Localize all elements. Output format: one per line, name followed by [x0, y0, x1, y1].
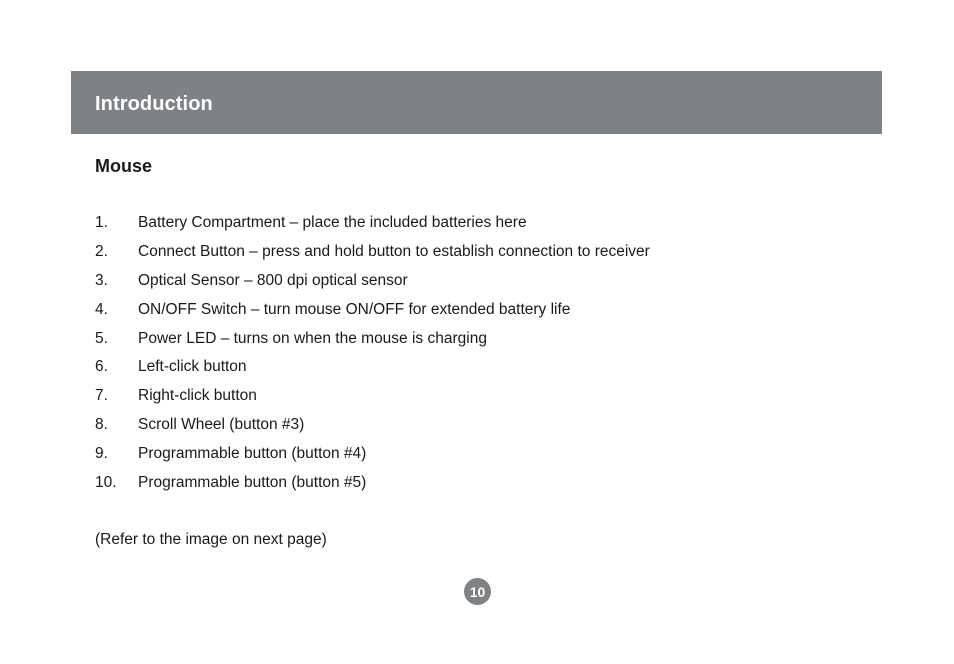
list-item-text: Battery Compartment – place the included batteries here — [138, 214, 527, 231]
list-item-number: 8. — [95, 416, 108, 434]
list-item-text: Optical Sensor – 800 dpi optical sensor — [138, 271, 408, 289]
list-item — [95, 357, 650, 386]
list-item — [95, 386, 650, 415]
list-item-number: 5. — [95, 329, 108, 347]
list-item — [95, 444, 650, 473]
section-title: Mouse — [95, 156, 153, 176]
list-item-text: Connect Button – press and hold button to establish connection to receiver — [138, 242, 650, 260]
page-title: Introduction — [95, 93, 213, 115]
list-item-number: 1. — [95, 214, 108, 231]
list-item — [95, 271, 650, 300]
list-item — [95, 329, 650, 358]
list-item-number: 7. — [95, 387, 108, 405]
reference-note: (Refer to the image on next page) — [95, 531, 327, 548]
list-item-number: 4. — [95, 300, 108, 318]
list-item-text: Programmable button (button #4) — [138, 445, 367, 463]
list-item — [95, 473, 650, 502]
list-item-text: ON/OFF Switch – turn mouse ON/OFF for extended battery life — [138, 300, 571, 318]
header-bar — [71, 71, 882, 134]
list-item — [95, 415, 650, 444]
list-item-number: 9. — [95, 445, 108, 463]
list-item-text: Right-click button — [138, 387, 257, 405]
list-item-text: Programmable button (button #5) — [138, 474, 367, 492]
list-item — [95, 242, 650, 271]
component-list — [95, 213, 650, 502]
list-item-number: 10. — [95, 474, 117, 492]
list-item-text: Scroll Wheel (button #3) — [138, 416, 305, 434]
list-item — [95, 213, 650, 242]
list-item — [95, 300, 650, 329]
page-number-badge: 10 — [464, 578, 491, 605]
list-item-number: 3. — [95, 271, 108, 289]
list-item-number: 2. — [95, 242, 108, 260]
list-item-number: 6. — [95, 358, 108, 376]
list-item-text: Power LED – turns on when the mouse is charging — [138, 329, 487, 347]
list-item-text: Left-click button — [138, 358, 247, 376]
